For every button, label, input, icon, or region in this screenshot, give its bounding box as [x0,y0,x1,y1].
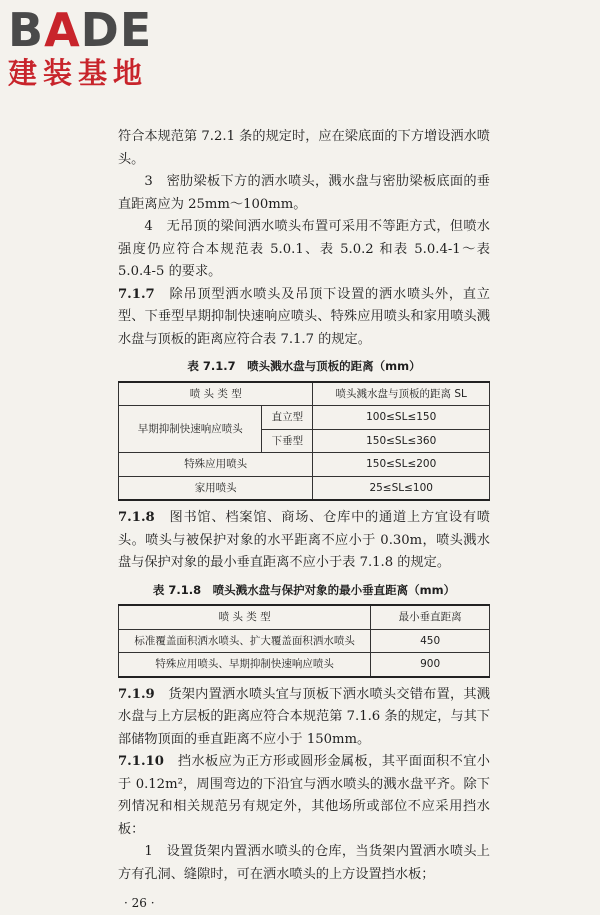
paragraph-item-4: 4 无吊顶的梁间洒水喷头布置可采用不等距方式，但喷水强度仍应符合本规范表 5.0.1、表 5.0.2 和表 5.0.4-1～表 5.0.4-5 的要求。 [118,219,490,279]
table-cell: 直立型 [262,406,313,430]
table-row [119,382,490,406]
table-header: 喷 头 类 型 [119,382,313,406]
table-cell: 100≤SL≤150 [313,406,490,430]
bade-logo [8,3,178,90]
table-7-1-7-caption: 表 7.1.7 喷头溅水盘与顶板的距离（mm） [187,359,421,373]
clause-7-1-8: 7.1.8 图书馆、档案馆、商场、仓库中的通道上方宜设有喷头。喷头与被保护对象的水平距离不应小于 0.30m，喷头溅水盘与保护对象的最小垂直距离不应小于表 7.1.8 的规定。 [118,510,490,570]
clause-number: 7.1.10 [118,754,164,769]
clause-7-1-7: 7.1.7 除吊顶型洒水喷头及吊顶下设置的洒水喷头外，直立型、下垂型早期抑制快速响应喷头、特殊应用喷头和家用喷头溅水盘与顶板的距离应符合表 7.1.7 的规定。 [118,286,490,347]
table-row [119,653,490,677]
table-cell: 特殊应用喷头 [119,453,313,477]
table-cell: 150≤SL≤200 [313,453,490,477]
paragraph-item-1: 1 设置货架内置洒水喷头的仓库，当货架内置洒水喷头上方有孔洞、缝隙时，可在洒水喷头的上方设置挡水板； [118,844,490,882]
clause-number: 7.1.7 [118,286,155,302]
table-cell: 150≤SL≤360 [313,429,490,453]
table-row [119,453,490,477]
table-cell: 标准覆盖面积洒水喷头、扩大覆盖面积洒水喷头 [119,629,371,653]
clause-number: 7.1.8 [118,510,155,525]
table-cell: 900 [371,653,490,677]
table-header: 最小垂直距离 [371,605,490,629]
clause-7-1-10: 7.1.10 挡水板应为正方形或圆形金属板，其平面面积不宜小于 0.12m²，周围弯边的下沿宜与洒水喷头的溅水盘平齐。除下列情况和相关规范另有规定外，其他场所或部位不应采用挡水板： [118,754,490,837]
table-cell: 家用喷头 [119,476,313,500]
table-7-1-7 [118,381,490,502]
clause-number: 7.1.9 [118,686,155,702]
document-body [118,126,490,915]
table-row [119,476,490,500]
table-cell: 25≤SL≤100 [313,476,490,500]
logo-wordmark: BADE [8,3,153,57]
table-cell: 早期抑制快速响应喷头 [119,406,262,453]
logo-subtitle: 建装基地 [8,56,149,90]
paragraph-item-3: 3 密肋梁板下方的洒水喷头，溅水盘与密肋梁板底面的垂直距离应为 25mm～100mm。 [118,174,490,212]
table-cell: 特殊应用喷头、早期抑制快速响应喷头 [119,653,371,677]
table-row [119,629,490,653]
table-row [119,406,490,430]
table-cell: 450 [371,629,490,653]
table-row [119,605,490,629]
table-header: 喷头溅水盘与顶板的距离 SL [313,382,490,406]
table-cell: 下垂型 [262,429,313,453]
table-7-1-8-caption: 表 7.1.8 喷头溅水盘与保护对象的最小垂直距离（mm） [152,582,456,597]
page-number: · 26 · [124,896,155,910]
clause-7-1-9: 7.1.9 货架内置洒水喷头宜与顶板下洒水喷头交错布置，其溅水盘与上方层板的距离应符合本规范第 7.1.6 条的规定，与其下部储物顶面的垂直距离不应小于 150mm。 [118,686,490,747]
table-header: 喷 头 类 型 [119,605,371,629]
table-7-1-8 [118,604,490,678]
paragraph-continuation: 符合本规范第 7.2.1 条的规定时，应在梁底面的下方增设洒水喷头。 [118,129,490,167]
